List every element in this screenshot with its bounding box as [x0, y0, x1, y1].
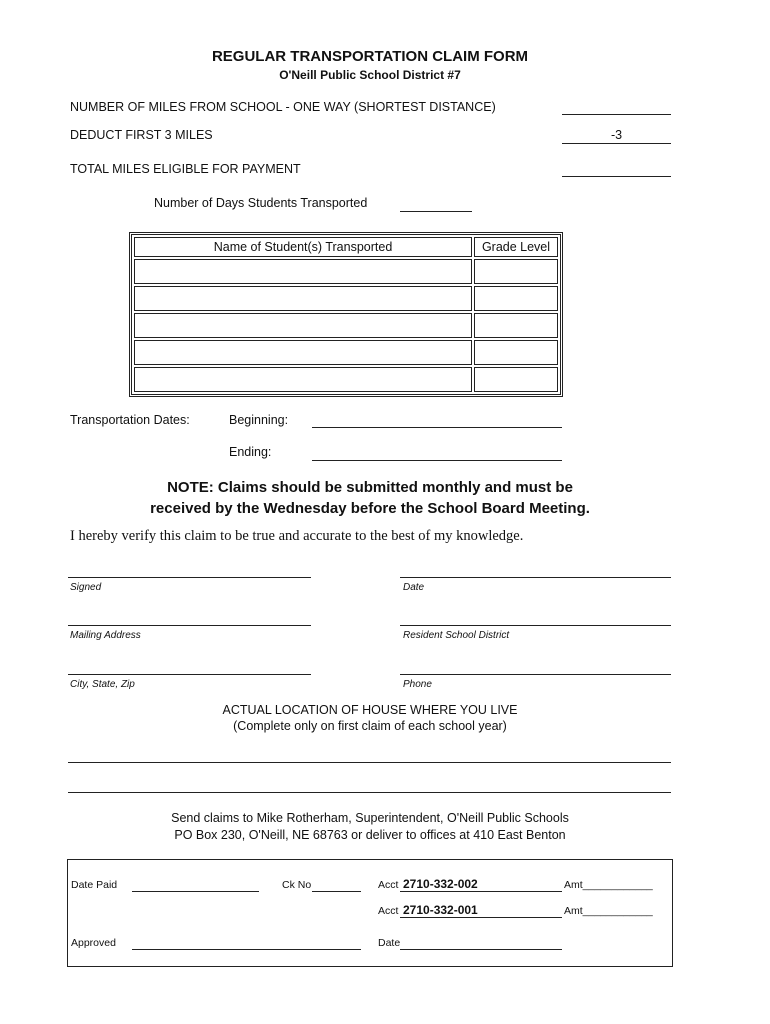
beginning-date-field[interactable] [312, 427, 562, 428]
phone-label: Phone [403, 679, 432, 690]
grade-level-cell[interactable] [474, 313, 558, 338]
note-line-2: received by the Wednesday before the School Board Meeting. [150, 500, 590, 517]
acct-label-1: Acct [378, 879, 399, 891]
acct-label-2: Acct [378, 905, 399, 917]
approved-field[interactable] [132, 949, 361, 950]
deduct-label: DEDUCT FIRST 3 MILES [70, 128, 213, 142]
date-paid-label: Date Paid [71, 879, 118, 891]
send-line-1: Send claims to Mike Rotherham, Superintendent, O'Neill Public Schools [171, 811, 569, 825]
deduct-value: -3 [610, 128, 623, 142]
student-name-cell[interactable] [134, 367, 472, 392]
students-table-header [134, 237, 558, 257]
grade-level-header: Grade Level [474, 237, 558, 257]
student-name-header: Name of Student(s) Transported [134, 237, 472, 257]
acct-number-1: 2710-332-002 [403, 877, 478, 891]
amt-field-2[interactable]: Amt____________ [564, 905, 653, 917]
form-title: REGULAR TRANSPORTATION CLAIM FORM [211, 48, 529, 65]
grade-level-cell[interactable] [474, 367, 558, 392]
date-label: Date [403, 582, 425, 593]
grade-level-cell[interactable] [474, 259, 558, 284]
signed-label: Signed [70, 582, 102, 593]
students-table [129, 232, 563, 397]
acct-line-2 [400, 917, 562, 918]
total-miles-label: TOTAL MILES ELIGIBLE FOR PAYMENT [70, 162, 301, 176]
table-row [134, 340, 558, 365]
days-transported-field[interactable] [400, 211, 472, 212]
grade-level-cell[interactable] [474, 340, 558, 365]
office-date-label: Date [378, 937, 401, 949]
city-state-zip-label: City, State, Zip [70, 679, 135, 690]
table-row [134, 313, 558, 338]
verification-statement: I hereby verify this claim to be true and accurate to the best of my knowledge. [70, 528, 524, 544]
table-row [134, 259, 558, 284]
signed-field[interactable] [68, 577, 311, 578]
note-line-1: NOTE: Claims should be submitted monthly and must be [167, 479, 573, 496]
student-name-cell[interactable] [134, 340, 472, 365]
student-name-cell[interactable] [134, 313, 472, 338]
resident-district-field[interactable] [400, 625, 671, 626]
mailing-address-label: Mailing Address [70, 630, 141, 641]
ending-label: Ending: [229, 445, 272, 459]
beginning-label: Beginning: [229, 413, 289, 427]
table-row [134, 367, 558, 392]
transportation-dates-label: Transportation Dates: [70, 413, 190, 427]
location-subheading: (Complete only on first claim of each school year) [233, 719, 507, 733]
acct-number-2: 2710-332-001 [403, 903, 478, 917]
location-heading: ACTUAL LOCATION OF HOUSE WHERE YOU LIVE [222, 703, 518, 717]
approved-label: Approved [71, 937, 116, 949]
ck-no-label: Ck No [282, 879, 312, 891]
ending-date-field[interactable] [312, 460, 562, 461]
form-subtitle: O'Neill Public School District #7 [279, 68, 461, 82]
days-transported-label: Number of Days Students Transported [154, 196, 368, 210]
ck-no-field[interactable] [312, 891, 361, 892]
grade-level-cell[interactable] [474, 286, 558, 311]
table-row [134, 286, 558, 311]
total-miles-field[interactable] [562, 176, 671, 177]
miles-one-way-field[interactable] [562, 114, 671, 115]
office-date-field[interactable] [400, 949, 562, 950]
acct-line-1 [400, 891, 562, 892]
location-line-1[interactable] [68, 762, 671, 763]
date-field[interactable] [400, 577, 671, 578]
city-state-zip-field[interactable] [68, 674, 311, 675]
miles-one-way-label: NUMBER OF MILES FROM SCHOOL - ONE WAY (SHORTEST DISTANCE) [70, 100, 496, 114]
date-paid-field[interactable] [132, 891, 259, 892]
student-name-cell[interactable] [134, 259, 472, 284]
send-line-2: PO Box 230, O'Neill, NE 68763 or deliver to offices at 410 East Benton [174, 828, 566, 842]
mailing-address-field[interactable] [68, 625, 311, 626]
phone-field[interactable] [400, 674, 671, 675]
deduct-field-line [562, 143, 671, 144]
student-name-cell[interactable] [134, 286, 472, 311]
amt-field-1[interactable]: Amt____________ [564, 879, 653, 891]
submission-note [0, 477, 740, 519]
resident-district-label: Resident School District [403, 630, 510, 641]
location-line-2[interactable] [68, 792, 671, 793]
